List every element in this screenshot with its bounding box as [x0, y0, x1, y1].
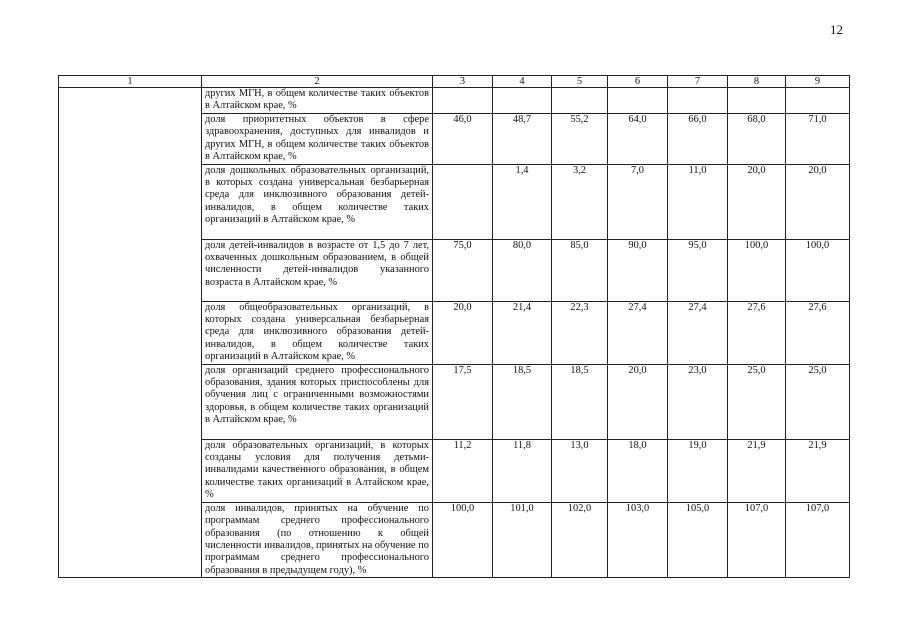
value-cell: 27,6	[786, 301, 850, 364]
value-cell: 21,9	[786, 439, 850, 502]
value-cell: 1,4	[493, 164, 552, 239]
value-cell: 71,0	[786, 114, 850, 165]
value-cell: 75,0	[433, 239, 493, 301]
value-cell: 11,8	[493, 439, 552, 502]
value-cell	[728, 88, 786, 114]
value-cell: 18,5	[552, 364, 608, 439]
header-cell-9: 9	[786, 76, 850, 88]
value-cell: 95,0	[668, 239, 728, 301]
indicator-description: доля детей-инвалидов в возрасте от 1,5 до 7 лет, охваченных дошкольным образованием, в общей численности детей-инвалидов указанного возраста в Алтайском крае, %	[202, 239, 433, 301]
value-cell: 100,0	[433, 502, 493, 577]
value-cell	[493, 88, 552, 114]
value-cell	[433, 164, 493, 239]
value-cell: 20,0	[433, 301, 493, 364]
value-cell: 18,0	[608, 439, 668, 502]
value-cell: 105,0	[668, 502, 728, 577]
value-cell: 66,0	[668, 114, 728, 165]
value-cell: 20,0	[608, 364, 668, 439]
value-cell: 102,0	[552, 502, 608, 577]
indicator-description: доля дошкольных образовательных организаций, в которых создана универсальная безбарьерная среда для инклюзивного образования детей-инвалидов, в общем количестве таких организаций в Алтайском крае, %	[202, 164, 433, 239]
value-cell: 18,5	[493, 364, 552, 439]
value-cell: 25,0	[786, 364, 850, 439]
value-cell: 13,0	[552, 439, 608, 502]
header-cell-7: 7	[668, 76, 728, 88]
header-row	[59, 76, 850, 88]
section-cell	[59, 88, 202, 578]
indicator-description: доля образовательных организаций, в которых созданы условия для получения детьми-инвалидами качественного образования, в общем количестве таких организаций в Алтайском крае, %	[202, 439, 433, 502]
value-cell: 107,0	[728, 502, 786, 577]
value-cell: 23,0	[668, 364, 728, 439]
value-cell: 19,0	[668, 439, 728, 502]
value-cell: 25,0	[728, 364, 786, 439]
value-cell: 68,0	[728, 114, 786, 165]
header-cell-1: 1	[59, 76, 202, 88]
value-cell: 107,0	[786, 502, 850, 577]
value-cell: 100,0	[728, 239, 786, 301]
value-cell: 27,4	[668, 301, 728, 364]
value-cell: 21,9	[728, 439, 786, 502]
header-cell-8: 8	[728, 76, 786, 88]
value-cell: 80,0	[493, 239, 552, 301]
value-cell: 64,0	[608, 114, 668, 165]
value-cell: 27,4	[608, 301, 668, 364]
value-cell: 48,7	[493, 114, 552, 165]
value-cell: 100,0	[786, 239, 850, 301]
indicator-description: других МГН, в общем количестве таких объектов в Алтайском крае, %	[202, 88, 433, 114]
value-cell: 11,2	[433, 439, 493, 502]
indicator-description: доля инвалидов, принятых на обучение по программам среднего профессионального образования (по отношению к общей численности инвалидов, принятых на обучение по программам среднего профессионального образования в предыдущем году), %	[202, 502, 433, 577]
value-cell	[668, 88, 728, 114]
value-cell: 20,0	[728, 164, 786, 239]
header-cell-4: 4	[493, 76, 552, 88]
header-cell-5: 5	[552, 76, 608, 88]
indicator-description: доля организаций среднего профессионального образования, здания которых приспособлены для обучения лиц с ограниченными возможностями здоровья, в общем количестве таких организаций в Алтайском крае, %	[202, 364, 433, 439]
value-cell: 21,4	[493, 301, 552, 364]
value-cell	[552, 88, 608, 114]
indicator-description: доля общеобразовательных организаций, в которых создана универсальная безбарьерная среда для инклюзивного образования детей-инвалидов, в общем количестве таких организаций в Алтайском крае, %	[202, 301, 433, 364]
value-cell: 3,2	[552, 164, 608, 239]
value-cell: 85,0	[552, 239, 608, 301]
value-cell: 17,5	[433, 364, 493, 439]
value-cell: 27,6	[728, 301, 786, 364]
value-cell	[433, 88, 493, 114]
value-cell: 20,0	[786, 164, 850, 239]
value-cell: 7,0	[608, 164, 668, 239]
page-number: 12	[830, 22, 843, 37]
value-cell: 103,0	[608, 502, 668, 577]
indicator-description: доля приоритетных объектов в сфере здравоохранения, доступных для инвалидов и других МГН, в общем количестве таких объектов в Алтайском крае, %	[202, 114, 433, 165]
value-cell: 11,0	[668, 164, 728, 239]
value-cell: 46,0	[433, 114, 493, 165]
header-cell-6: 6	[608, 76, 668, 88]
value-cell: 22,3	[552, 301, 608, 364]
value-cell	[786, 88, 850, 114]
table-row	[59, 88, 850, 114]
value-cell: 101,0	[493, 502, 552, 577]
header-cell-3: 3	[433, 76, 493, 88]
value-cell	[608, 88, 668, 114]
value-cell: 55,2	[552, 114, 608, 165]
value-cell: 90,0	[608, 239, 668, 301]
header-cell-2: 2	[202, 76, 433, 88]
indicators-table	[58, 75, 850, 578]
